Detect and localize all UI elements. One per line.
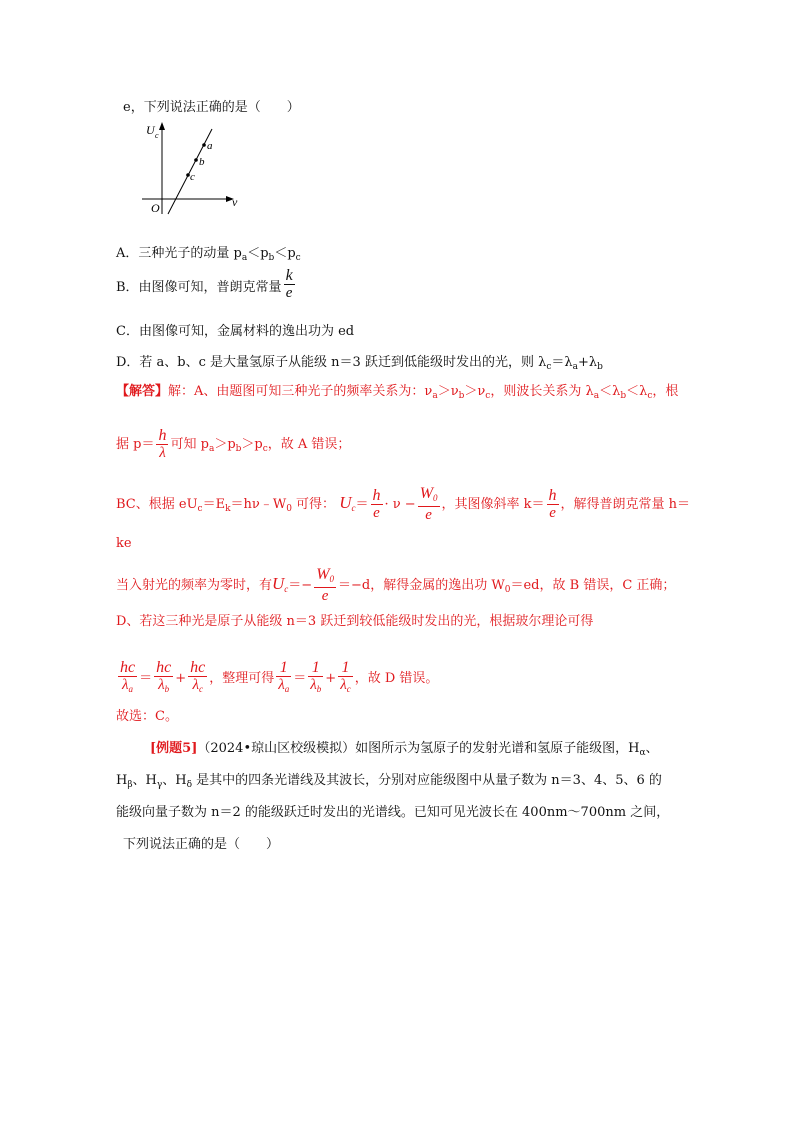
point-b xyxy=(194,158,198,162)
conclusion: 故选：C。 xyxy=(116,709,178,724)
answer-line-3: BC、根据 $eU_c=E_k=h\nu﹣W_0$ 可得： $U_c=$ $\frac{h}{e}$ · ν − $\frac{W_0}{e}$ ，其图像斜率 k＝ $\frac{h}{e}$ ，解得普朗克常量 h＝ xyxy=(116,485,691,523)
option-d: D．若 a、b、c 是大量氢原子从能级 n＝3 跃迁到低能级时发出的光，则 $\lambda_c=\lambda_a+\lambda_b$ xyxy=(116,355,603,372)
answer-line-6: D、若这三种光是原子从能级 n＝3 跃迁到较低能级时发出的光，根据玻尔理论可得 xyxy=(116,614,594,629)
y-axis-label-sub: c xyxy=(155,131,159,140)
option-b: B．由图像可知，普朗克常量 $\frac{k}{e}$ xyxy=(116,267,293,301)
example-line-1: [例题5]（2024•琼山区校级模拟）如图所示为氢原子的发射光谱和氢原子能级图，$H_\alpha$、 xyxy=(150,741,659,758)
origin-label: O xyxy=(151,201,160,215)
answer-line-4: ke xyxy=(116,536,132,551)
point-a xyxy=(202,143,206,147)
option-c: C．由图像可知，金属材料的逸出功为 ed xyxy=(116,324,355,339)
x-axis-label: ν xyxy=(232,195,238,209)
uc-nu-graph xyxy=(138,120,248,225)
answer-line-5: 当入射光的频率为零时，有$U_c=-$ $\frac{W_0}{e}$ ＝−d，解得金属的逸出功 $W_0=ed$，故 B 错误，C 正确； xyxy=(116,566,676,604)
answer-line-2: 据 p＝ $\frac{h}{\lambda}$ 可知 $p_a>p_b>p_c$，故 A 错误； xyxy=(116,427,351,461)
example-tag: [例题5] xyxy=(150,741,198,756)
label-b: b xyxy=(199,156,205,168)
label-c: c xyxy=(190,171,195,183)
example-line-3: 能级向量子数为 n＝2 的能级跃迁时发出的光谱线。已知可见光波长在 400nm～700nm 之间， xyxy=(116,805,670,820)
y-axis-label: U xyxy=(146,123,155,137)
example-line-2: $H_\beta$、$H_\gamma$、$H_\delta$ 是其中的四条光谱线及其波长，分别对应能级图中从量子数为 n＝3、4、5、6 的 xyxy=(116,773,662,790)
answer-line-7: $\frac{hc}{\lambda_a}$ ＝ $\frac{hc}{\lambda_b}$ + $\frac{hc}{\lambda_c}$ ，整理可得 $\frac{1}{\lambda_a}$ ＝ $\frac{1}{\lambda_b}$ + $\frac{1}{\lambda_c}$ ，故 D 错误。 xyxy=(120,659,439,694)
option-a: A．三种光子的动量 $p_a<p_b<p_c$ xyxy=(116,246,301,263)
label-a: a xyxy=(207,140,213,152)
y-axis-arrow xyxy=(159,122,165,130)
question-tail: e，下列说法正确的是（ ） xyxy=(123,100,300,115)
answer-line-1: 【解答】解：A、由题图可知三种光子的频率关系为：$\nu_a>\nu_b>\nu_c$，则波长关系为 $\lambda_a<\lambda_b<\lambda_c$，根 xyxy=(116,384,679,401)
example-line-4: 下列说法正确的是（ ） xyxy=(123,837,280,852)
